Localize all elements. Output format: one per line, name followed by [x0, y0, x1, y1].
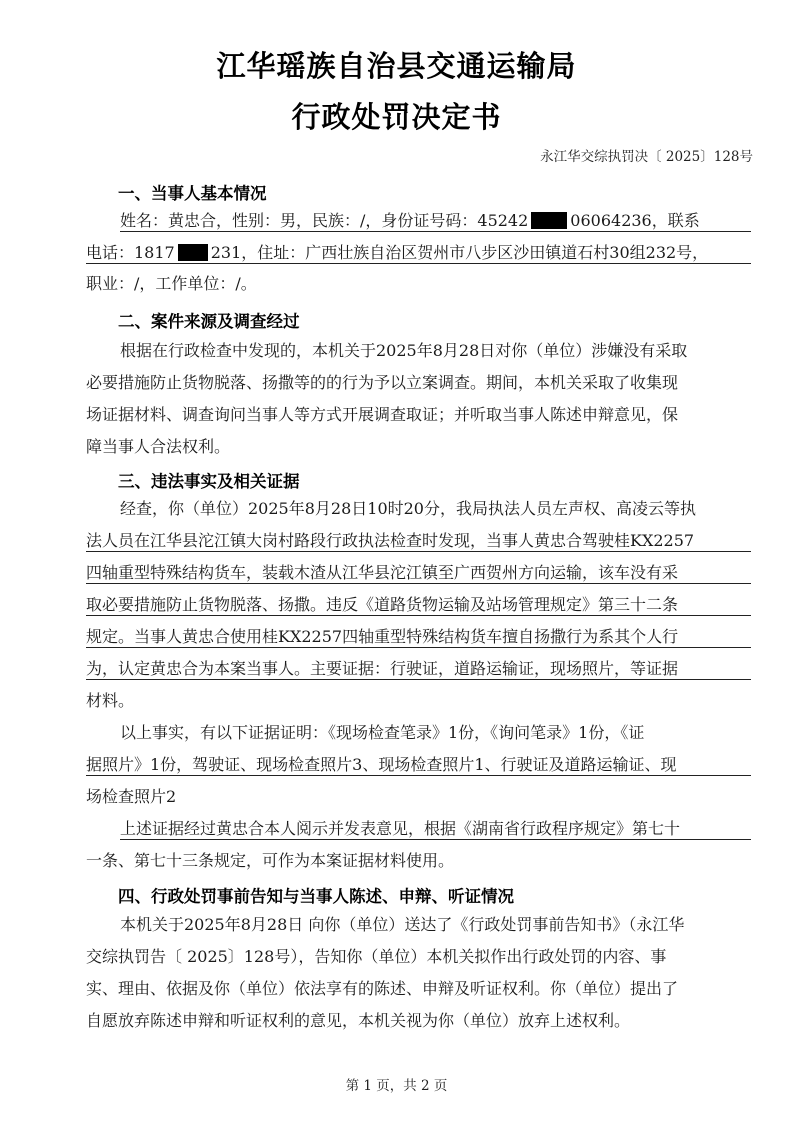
- section-4-line-1: 本机关于2025年8月28日 向你（单位）送达了《行政处罚事前告知书》（永江华: [120, 915, 685, 934]
- section-4-line-3: 实、理由、依据及你（单位）依法享有的陈述、申辩及听证权利。你（单位）提出了: [86, 979, 679, 998]
- evidence-line-1: [120, 723, 751, 743]
- section-4-heading: 四、行政处罚事前告知与当事人陈述、申辩、听证情况: [118, 887, 514, 906]
- section-3-line-2: 法人员在江华县沱江镇大岗村路段行政执法检查时发现，当事人黄忠合驾驶桂KX2257: [86, 531, 751, 552]
- occupation-text: 职业：/，工作单位：/。: [86, 274, 257, 293]
- address-text: 231，住址：广西壮族自治区贺州市八步区沙田镇道石村30组232号，: [210, 243, 709, 262]
- section-3-line-4: 取必要措施防止货物脱落、扬撒。违反《道路货物运输及站场管理规定》第三十二条: [86, 595, 751, 616]
- evidence-line-3: [86, 787, 751, 807]
- section-2-line-3: 场证据材料、调查询问当事人等方式开展调查取证；并听取当事人陈述申辩意见，保: [86, 405, 679, 424]
- section-3-line-1: 经查，你（单位）2025年8月28日10时20分，我局执法人员左声权、高凌云等执: [120, 499, 696, 518]
- party-info-text: 06064236，联系: [570, 211, 700, 230]
- section-1-line-2: [86, 243, 751, 264]
- section-3-line-3: 四轴重型特殊结构货车，装载木渣从江华县沱江镇至广西贺州方向运输，该车没有采: [86, 563, 751, 584]
- section-3-line-7: [86, 691, 751, 711]
- section-2-heading: 二、案件来源及调查经过: [118, 312, 300, 331]
- evidence-text: 以上事实，有以下证据证明：《现场检查笔录》1份，《询问笔录》1份，《证: [120, 723, 645, 742]
- section-3-line-5: 规定。当事人黄忠合使用桂KX2257四轴重型特殊结构货车擅自扬撒行为系其个人行: [86, 627, 751, 648]
- section-2-line-4: 障当事人合法权利。: [86, 437, 231, 456]
- section-1-heading: 一、当事人基本情况: [118, 184, 267, 203]
- evidence-text: 场检查照片2: [86, 787, 177, 806]
- party-info-text: 姓名：黄忠合，性别：男，民族：/，身份证号码：45242: [120, 211, 529, 230]
- redaction-block: [178, 244, 208, 261]
- hearing-text: 自愿放弃陈述申辩和听证权利的意见，本机关视为你（单位）放弃上述权利。: [86, 1011, 631, 1030]
- case-source-text: 必要措施防止货物脱落、扬撒等的的行为予以立案调查。期间，本机关采取了收集现: [86, 373, 679, 392]
- document-title: 行政处罚决定书: [291, 100, 502, 134]
- section-3-heading: 三、违法事实及相关证据: [118, 472, 300, 491]
- page-footer: 第 1 页，共 2 页: [345, 1078, 448, 1094]
- facts-text: 材料。: [86, 691, 135, 710]
- section-1-line-3: [86, 274, 751, 294]
- evidence-review-line-2: [86, 851, 751, 871]
- section-2-line-1: 根据在行政检查中发现的，本机关于2025年8月28日对你（单位）涉嫌没有采取: [120, 341, 688, 360]
- section-3-line-6: 为，认定黄忠合为本案当事人。主要证据：行驶证，道路运输证，现场照片，等证据: [86, 659, 751, 680]
- section-1-line-1: [120, 211, 751, 232]
- phone-text: 电话：1817: [86, 243, 175, 262]
- document-number: 永江华交综执罚决〔 2025〕128号: [540, 149, 753, 165]
- evidence-line-2: 据照片》1份，驾驶证、现场检查照片3、现场检查照片1、行驶证及道路运输证、现: [86, 755, 751, 776]
- evidence-review-line-1: 上述证据经过黄忠合本人阅示并发表意见，根据《湖南省行政程序规定》第七十: [120, 819, 751, 840]
- evidence-review-text: 一条、第七十三条规定，可作为本案证据材料使用。: [86, 851, 455, 870]
- section-4-line-2: 交综执罚告〔 2025〕128号），告知你（单位）本机关拟作出行政处罚的内容、事: [86, 947, 667, 966]
- redaction-block: [531, 212, 567, 229]
- section-2-line-2: [86, 373, 751, 393]
- section-4-line-4: [86, 1011, 751, 1031]
- document-title-agency: 江华瑶族自治县交通运输局: [216, 49, 577, 83]
